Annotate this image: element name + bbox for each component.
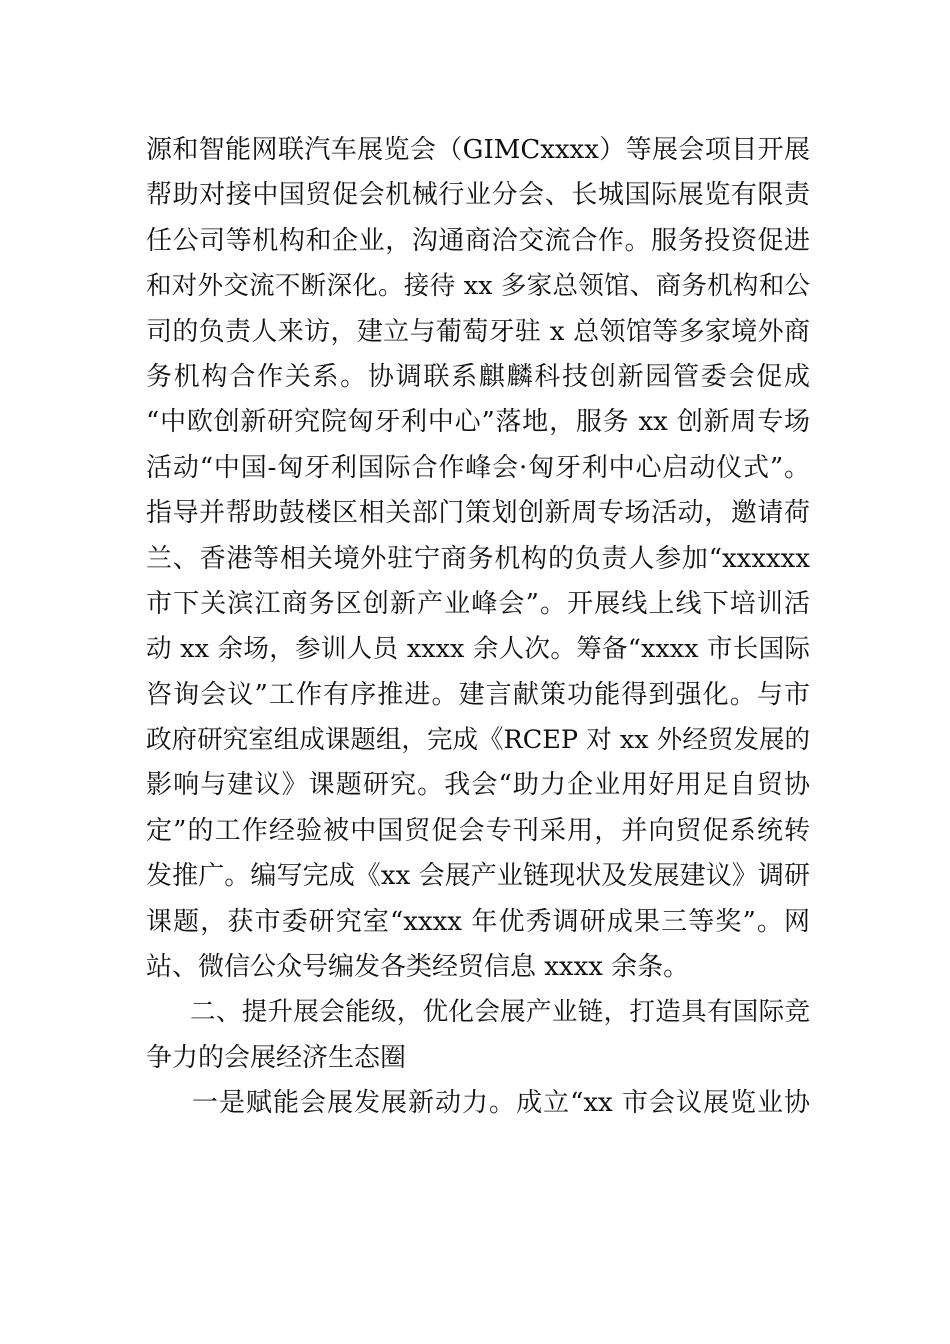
section-heading-text: 二、提升展会能级，优化会展产业链，打造具有国际竞	[190, 997, 810, 1028]
text-line	[146, 400, 810, 445]
text-line-content: 影响与建议》课题研究。我会“助力企业用好用足自贸协	[146, 770, 810, 801]
text-line-content: 政府研究室组成课题组，完成《RCEP 对 xx 外经贸发展的	[146, 725, 810, 756]
text-line	[146, 264, 810, 309]
text-line-content: 一是赋能会展发展新动力。成立“xx 市会议展览业协	[192, 1088, 810, 1119]
text-line	[146, 446, 810, 491]
text-line	[146, 718, 810, 763]
text-line	[146, 945, 810, 990]
text-line	[146, 809, 810, 854]
text-line-content: 兰、香港等相关境外驻宁商务机构的负责人参加“xxxxxx	[146, 543, 810, 574]
text-line	[146, 491, 810, 536]
body-text	[146, 128, 810, 1127]
text-line	[146, 627, 810, 672]
section-heading-line	[146, 990, 810, 1035]
text-line-content: 司的负责人来访，建立与葡萄牙驻 x 总领馆等多家境外商	[146, 316, 810, 347]
text-line-content: 定”的工作经验被中国贸促会专刊采用，并向贸促系统转	[146, 815, 810, 846]
text-line-content: 活动“中国-匈牙利国际合作峰会·匈牙利中心启动仪式”。	[146, 452, 810, 483]
text-line	[146, 128, 810, 173]
text-line-content: 动 xx 余场，参训人员 xxxx 余人次。筹备“xxxx 市长国际	[146, 634, 810, 665]
text-line-content: 站、微信公众号编发各类经贸信息 xxxx 余条。	[146, 952, 690, 983]
text-line-content: “中欧创新研究院匈牙利中心”落地，服务 xx 创新周专场	[146, 407, 810, 438]
text-line	[146, 900, 810, 945]
text-line	[146, 355, 810, 400]
section-heading-text: 争力的会展经济生态圈	[146, 1042, 407, 1073]
text-line-content: 任公司等机构和企业，沟通商洽交流合作。服务投资促进	[146, 225, 810, 256]
text-line	[146, 854, 810, 899]
text-line	[146, 763, 810, 808]
text-line-content: 市下关滨江商务区创新产业峰会”。开展线上线下培训活	[146, 588, 810, 619]
text-line	[146, 219, 810, 264]
text-line	[146, 1081, 810, 1126]
text-line	[146, 173, 810, 218]
text-line-content: 源和智能网联汽车展览会（GIMCxxxx）等展会项目开展	[146, 135, 810, 165]
text-line	[146, 310, 810, 355]
text-line-content: 指导并帮助鼓楼区相关部门策划创新周专场活动，邀请荷	[146, 498, 810, 529]
text-line-content: 咨询会议”工作有序推进。建言献策功能得到强化。与市	[146, 679, 810, 710]
text-line-content: 和对外交流不断深化。接待 xx 多家总领馆、商务机构和公	[146, 271, 810, 302]
section-heading-line	[146, 1036, 810, 1081]
text-line	[146, 673, 810, 718]
text-line	[146, 582, 810, 627]
text-line-content: 务机构合作关系。协调联系麒麟科技创新园管委会促成	[146, 361, 810, 392]
text-line-content: 课题，获市委研究室“xxxx 年优秀调研成果三等奖”。网	[146, 906, 810, 937]
text-line-content: 发推广。编写完成《xx 会展产业链现状及发展建议》调研	[146, 861, 810, 892]
text-line-content: 帮助对接中国贸促会机械行业分会、长城国际展览有限责	[146, 180, 810, 211]
text-line	[146, 537, 810, 582]
